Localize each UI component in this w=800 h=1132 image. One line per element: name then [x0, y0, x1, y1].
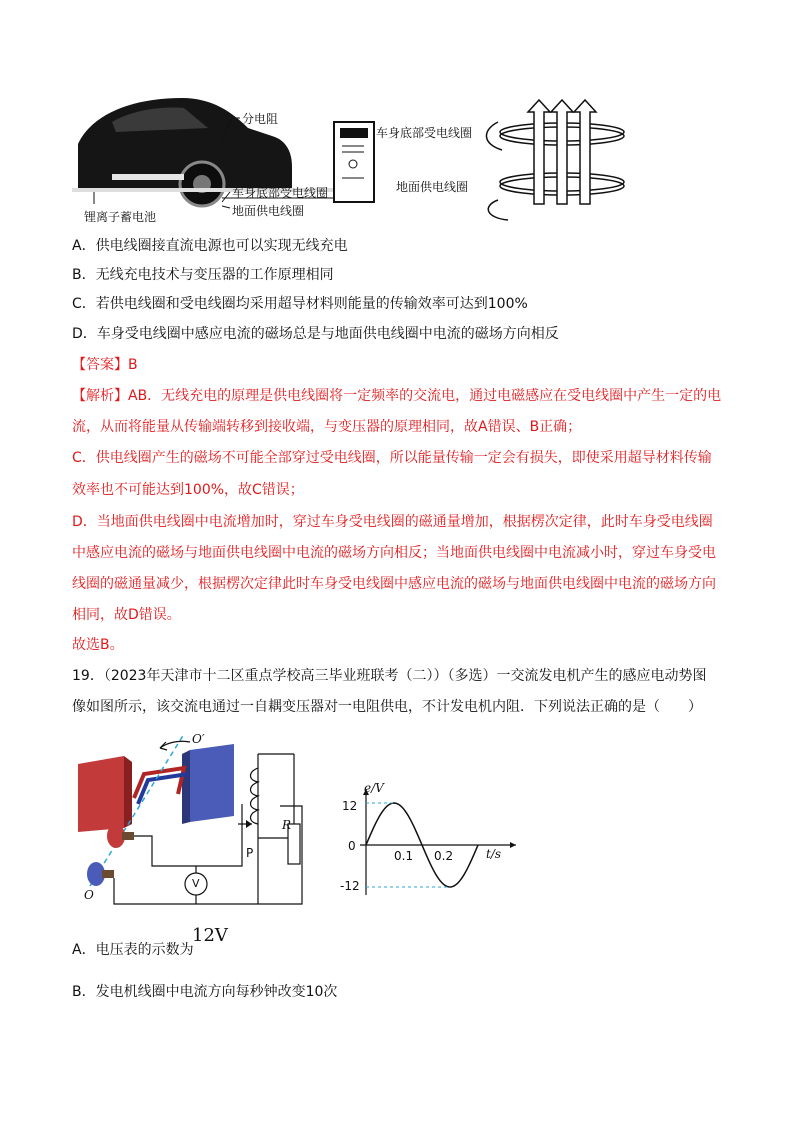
q19-option-a-prefix: A．电压表的示数为: [72, 942, 194, 958]
label-ground-coil: 地面供电线圈: [232, 204, 305, 218]
q18-option-c: C．若供电线圈和受电线圈均采用超导材料则能量的传输效率可达到100%: [72, 296, 528, 312]
label-o: O: [84, 888, 94, 902]
chart-tick-y-bottom: -12: [340, 879, 360, 893]
answer-tag: 【答案】: [72, 357, 128, 373]
analysis-tag: 【解析】: [72, 388, 128, 404]
label-car-coil: 车身底部受电线圈: [232, 186, 329, 200]
q18-analysis-line-1: [72, 386, 721, 406]
q18-option-d: D．车身受电线圈中感应电流的磁场总是与地面供电线圈中电流的磁场方向相反: [72, 326, 559, 342]
q18-option-a: A．供电线圈接直流电源也可以实现无线充电: [72, 238, 348, 254]
label-coil-right-top: 车身底部受电线圈: [376, 126, 473, 140]
label-p: P: [246, 846, 254, 860]
q18-answer: [72, 355, 138, 375]
label-battery: 锂离子蓄电池: [84, 210, 157, 224]
q18-option-b: B．无线充电技术与变压器的工作原理相同: [72, 267, 334, 283]
figure-generator-circuit: [72, 728, 322, 916]
q18-conclusion: 故选B。: [72, 637, 124, 653]
q19-option-a: [72, 940, 194, 960]
label-o-prime: O′: [192, 732, 205, 746]
chart-tick-x2: 0.2: [434, 849, 454, 863]
label-v: V: [192, 877, 200, 890]
q18-analysis-line-2: 流，从而将能量从传输端转移到接收端，与变压器的原理相同，故A错误、B正确；: [72, 419, 582, 435]
figure-wireless-charging: [72, 92, 642, 228]
q18-analysis-line-6: 中感应电流的磁场与地面供电线圈中电流的磁场方向相反；当地面供电线圈中电流减小时，穿过车身受电: [72, 545, 716, 561]
analysis-text: AB．无线充电的原理是供电线圈将一定频率的交流电，通过电磁感应在受电线圈中产生一定的电: [128, 388, 722, 404]
label-r: R: [282, 818, 292, 832]
emf-chart-svg: [330, 775, 520, 895]
answer-value: B: [128, 357, 138, 373]
q18-analysis-line-4: 效率也不可能达到100%，故C错误；: [72, 482, 304, 498]
chart-xlabel: t/s: [486, 847, 502, 861]
chart-tick-origin: 0: [348, 839, 356, 853]
q18-analysis-line-5: D．当地面供电线圈中电流增加时，穿过车身受电线圈的磁通量增加，根据楞次定律，此时车身受电线圈: [72, 514, 713, 530]
q18-analysis-line-7: 线圈的磁通量减少，根据楞次定律此时车身受电线圈中感应电流的磁场与地面供电线圈中电流的磁场方向: [72, 576, 716, 592]
q19-stem-line-1: 19．（2023年天津市十二区重点学校高三毕业班联考（二））（多选）一交流发电机产生的感应电动势图: [72, 668, 707, 684]
chart-tick-y-top: 12: [342, 799, 358, 813]
chart-ylabel: e/V: [364, 781, 384, 795]
car-illustration: [72, 92, 642, 228]
q19-option-b: B．发电机线圈中电流方向每秒钟改变10次: [72, 984, 338, 1000]
x-axis-arrow: [510, 842, 516, 848]
label-resistor: 分电阻: [242, 112, 279, 126]
figure-emf-chart: [330, 775, 520, 895]
q18-analysis-line-3: C．供电线圈产生的磁场不可能全部穿过受电线圈，所以能量传输一定会有损失，即使采用超导材料传输: [72, 450, 712, 466]
chart-tick-x1: 0.1: [394, 849, 414, 863]
q19-option-a-value: 12V: [192, 925, 228, 946]
label-coil-right-bottom: 地面供电线圈: [396, 180, 469, 194]
q19-stem-line-2: 像如图所示，该交流电通过一自耦变压器对一电阻供电，不计发电机内阻．下列说法正确的是（ ）: [72, 699, 702, 715]
q18-analysis-line-8: 相同，故D错误。: [72, 607, 181, 623]
